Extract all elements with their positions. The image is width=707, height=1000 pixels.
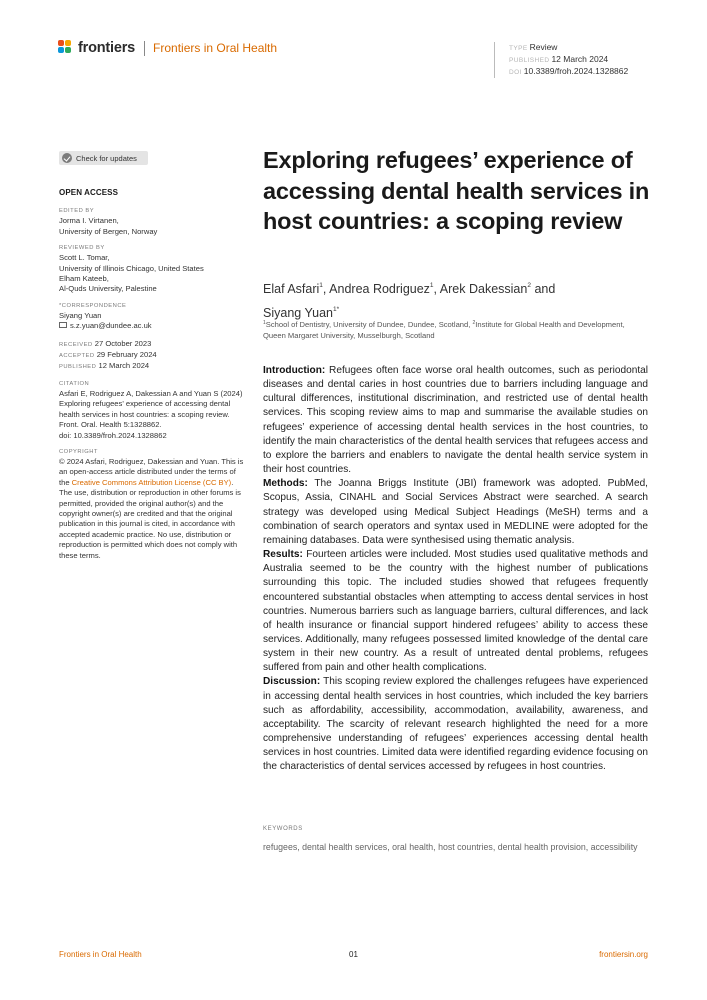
abstract-methods: Methods: The Joanna Briggs Institute (JBI) framework was adopted. PubMed, Scopus, Assia, CINAHL and Social Services Abstract were searched. A search strategy was developed using Medical Subject Headings (MeSH) terms and a combination of search operators and syntax used in MEDLINE were adopted for the remaining databases. Data were synthesised using thematic analysis. xyxy=(263,478,648,546)
author-name[interactable]: , Andrea Rodriguez xyxy=(322,282,430,296)
check-updates-label: Check for updates xyxy=(76,153,137,163)
author-list: Elaf Asfari$^1$, Andrea Rodriguez$^1$, Arek Dakessian$^2$ and Siyang Yuan$^{1*}$ xyxy=(263,282,556,320)
dates-section: RECEIVED 27 October 2023 ACCEPTED 29 February 2024 PUBLISHED 12 March 2024 xyxy=(59,338,157,371)
edited-by-section: EDITED BY Jorma I. Virtanen, University of Bergen, Norway xyxy=(59,208,158,236)
reviewed-by-section: REVIEWED BY Scott L. Tomar, University of Illinois Chicago, United States Elham Kateeb, Al-Quds University, Palestine xyxy=(59,245,204,294)
author-name[interactable]: Elaf Asfari xyxy=(263,282,320,296)
meta-type: TYPE Review xyxy=(509,42,558,52)
abstract xyxy=(263,364,648,775)
cc-by-license-link[interactable]: Creative Commons Attribution License (CC BY) xyxy=(71,477,232,487)
correspondence-section: *CORRESPONDENCE Siyang Yuan s.z.yuan@dundee.ac.uk xyxy=(59,302,244,332)
author-name[interactable]: Siyang Yuan xyxy=(263,305,333,320)
keywords-label: KEYWORDS xyxy=(263,826,303,832)
open-access-label: OPEN ACCESS xyxy=(59,188,119,197)
journal-name: Frontiers in Oral Health xyxy=(153,41,278,55)
page-number: 01 xyxy=(349,950,358,959)
abstract-introduction: Introduction: Refugees often face worse oral health outcomes, such as periodontal diseases and dental caries in host countries due to barriers including language and cultural differences, institutional discrimination, and restricted use of dental health services. This scoping review aims to map and summarise the available studies on refugees’ experience of accessing dental health services in the host countries, to identify the main characteristics of the dental health services that refugees access and to explore the barriers and enablers to navigate the dental health service system in their host countries. xyxy=(263,365,648,476)
article-sidebar xyxy=(59,188,244,568)
keywords: refugees, dental health services, oral health, host countries, dental health provision, accessibility xyxy=(263,842,638,852)
meta-published: PUBLISHED 12 March 2024 xyxy=(509,54,609,64)
footer-journal-link[interactable]: Frontiers in Oral Health xyxy=(59,950,142,959)
correspondence-email[interactable]: s.z.yuan@dundee.ac.uk xyxy=(59,321,244,331)
page-footer xyxy=(59,950,648,962)
article-title: Exploring refugees’ experience of accessing dental health services in host countries: a scoping review xyxy=(263,147,650,234)
article-meta xyxy=(494,42,628,78)
footer-site-link[interactable]: frontiersin.org xyxy=(599,950,648,959)
check-updates-icon xyxy=(62,153,72,163)
copyright-section: COPYRIGHT © 2024 Asfari, Rodriguez, Dakessian and Yuan. This is an open-access article distributed under the terms of the Creative Commons Attribution License (CC BY). The use, distribution or reproduction in other forums is permitted, provided the original author(s) and the copyright owner(s) are credited and that the original publication in this journal is cited, in accordance with accepted academic practice. No use, distribution or reproduction is permitted which does not comply with these terms. xyxy=(59,448,244,560)
affiliations: $^1$School of Dentistry, University of Dundee, Dundee, Scotland, $^2$Institute for Global Health and Development, Queen Margaret University, Musselburgh, Scotland xyxy=(263,320,625,340)
mail-icon xyxy=(59,322,67,328)
citation-section: CITATION Asfari E, Rodriguez A, Dakessian A and Yuan S (2024) Exploring refugees' experience of accessing dental health services in host countries: a scoping review. Front. Oral. Health 5:1328862. doi: 10.3389/froh.2024.1328862 xyxy=(59,380,243,440)
frontiers-logo-icon xyxy=(58,40,74,56)
meta-doi[interactable]: DOI 10.3389/froh.2024.1328862 xyxy=(509,66,629,76)
abstract-discussion: Discussion: This scoping review explored the challenges refugees have experienced in accessing dental health services in host countries, which included the key barriers such as affordability, accessibility, accommodation, availability, awareness, and acceptability. The scarcity of relevant research highlighted the need for a more comprehensive understanding of refugees’ experiences accessing dental health services in host countries. Limited data were identified regarding evidence focusing on the characteristics of dental services accessed by refugees in host countries. xyxy=(263,676,648,773)
author-name[interactable]: , Arek Dakessian xyxy=(433,282,528,296)
frontiers-logo[interactable] xyxy=(58,40,277,56)
abstract-results: Results: Fourteen articles were included. Most studies used qualitative methods and Australia seemed to be the country with the highest number of publications surrounding this topic. The included studies showed that refugees frequently encountered substantial obstacles when attempting to access dental services in host countries. Numerous barriers such as language barriers, cultural differences, and lack of health insurance or financial support hindered refugees’ ability to access these services. Additionally, many refugees possessed limited knowledge of the dental care system in their new country. As a result of untreated dental problems, refugees suffered from pain and other health complications. xyxy=(263,549,648,674)
check-for-updates-button[interactable] xyxy=(59,151,148,165)
brand-name: frontiers xyxy=(78,40,136,56)
logo-divider xyxy=(144,41,145,56)
